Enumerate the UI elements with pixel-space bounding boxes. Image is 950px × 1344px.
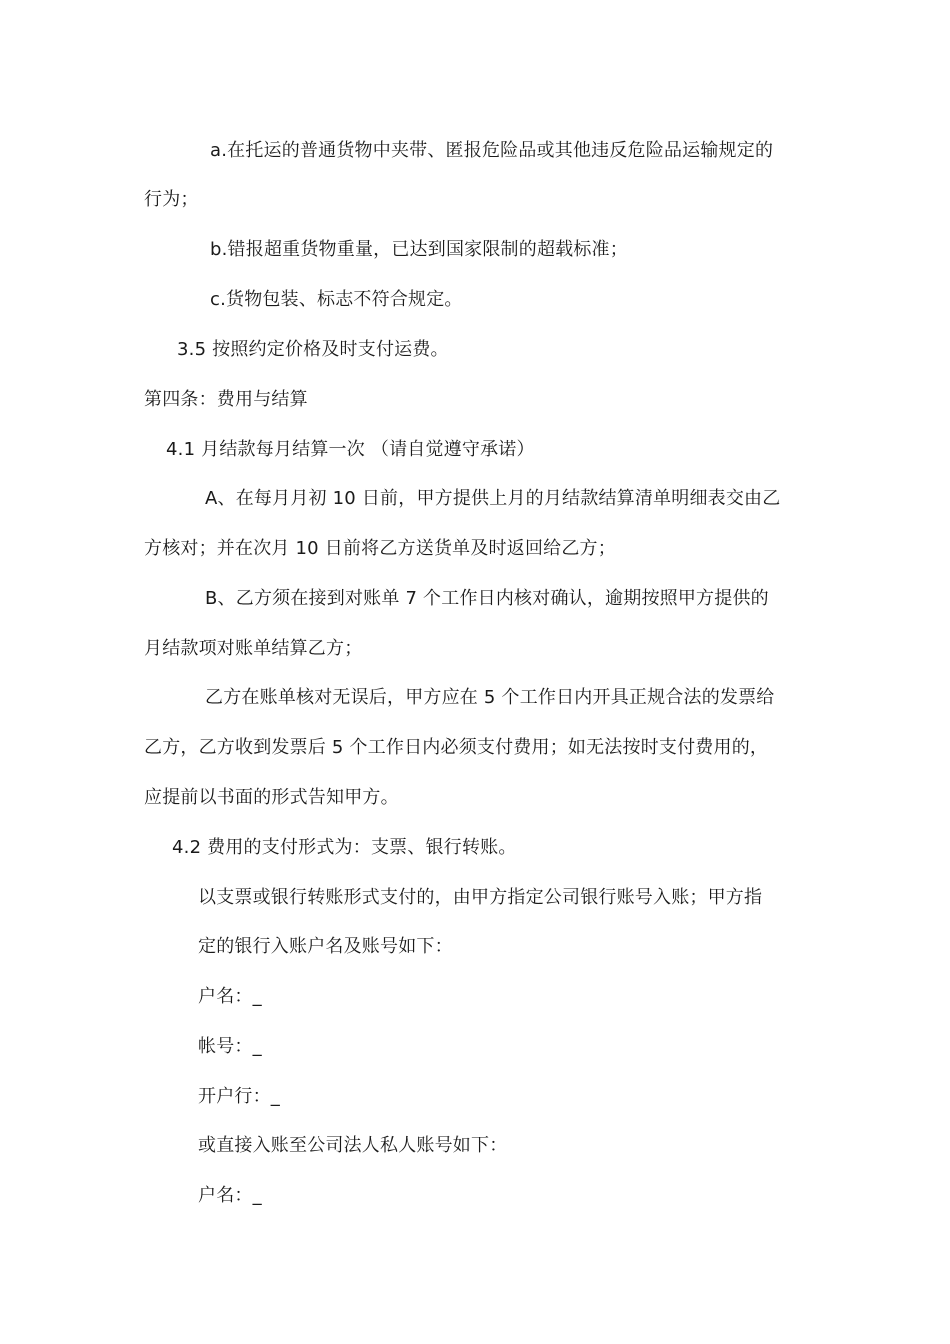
clause-4-2: 4.2 费用的支付形式为：支票、银行转账。 <box>172 837 517 858</box>
private-account-paragraph: 或直接入账至公司法人私人账号如下： <box>198 1135 508 1156</box>
invoice-paragraph-line-2: 乙方，乙方收到发票后 5 个工作日内必须支付费用；如无法按时支付费用的， <box>144 737 769 758</box>
clause-4-1-item-B-line-2: 月结款项对账单结算乙方； <box>144 638 363 659</box>
clause-3-4-item-b: b.错报超重货物重量，已达到国家限制的超载标准； <box>210 239 628 260</box>
clause-4-1-item-A-line-1: A、在每月月初 10 日前，甲方提供上月的月结款结算清单明细表交由乙 <box>205 488 781 509</box>
private-account-name-field: 户名：_ <box>198 1185 262 1206</box>
clause-3-5: 3.5 按照约定价格及时支付运费。 <box>177 339 449 360</box>
clause-4-1-item-A-line-2: 方核对；并在次月 10 日前将乙方送货单及时返回给乙方； <box>144 538 616 559</box>
clause-3-4-item-a-line-1: a.在托运的普通货物中夹带、匿报危险品或其他违反危险品运输规定的 <box>210 140 774 161</box>
invoice-paragraph-line-1: 乙方在账单核对无误后，甲方应在 5 个工作日内开具正规合法的发票给 <box>205 687 775 708</box>
invoice-paragraph-line-3: 应提前以书面的形式告知甲方。 <box>144 787 399 808</box>
clause-4-1-item-B-line-1: B、乙方须在接到对账单 7 个工作日内核对确认，逾期按照甲方提供的 <box>205 588 769 609</box>
company-bank-field: 开户行：_ <box>198 1086 280 1107</box>
clause-3-4-item-c: c.货物包装、标志不符合规定。 <box>210 289 463 310</box>
payment-account-paragraph-line-2: 定的银行入账户名及账号如下： <box>198 936 453 957</box>
clause-3-4-item-a-line-2: 行为； <box>144 189 199 210</box>
company-account-name-field: 户名：_ <box>198 986 262 1007</box>
clause-4-1: 4.1 月结款每月结算一次 （请自觉遵守承诺） <box>166 439 535 460</box>
article-4-heading: 第四条：费用与结算 <box>144 389 308 410</box>
payment-account-paragraph-line-1: 以支票或银行转账形式支付的，由甲方指定公司银行账号入账；甲方指 <box>198 887 763 908</box>
company-account-number-field: 帐号：_ <box>198 1036 262 1057</box>
